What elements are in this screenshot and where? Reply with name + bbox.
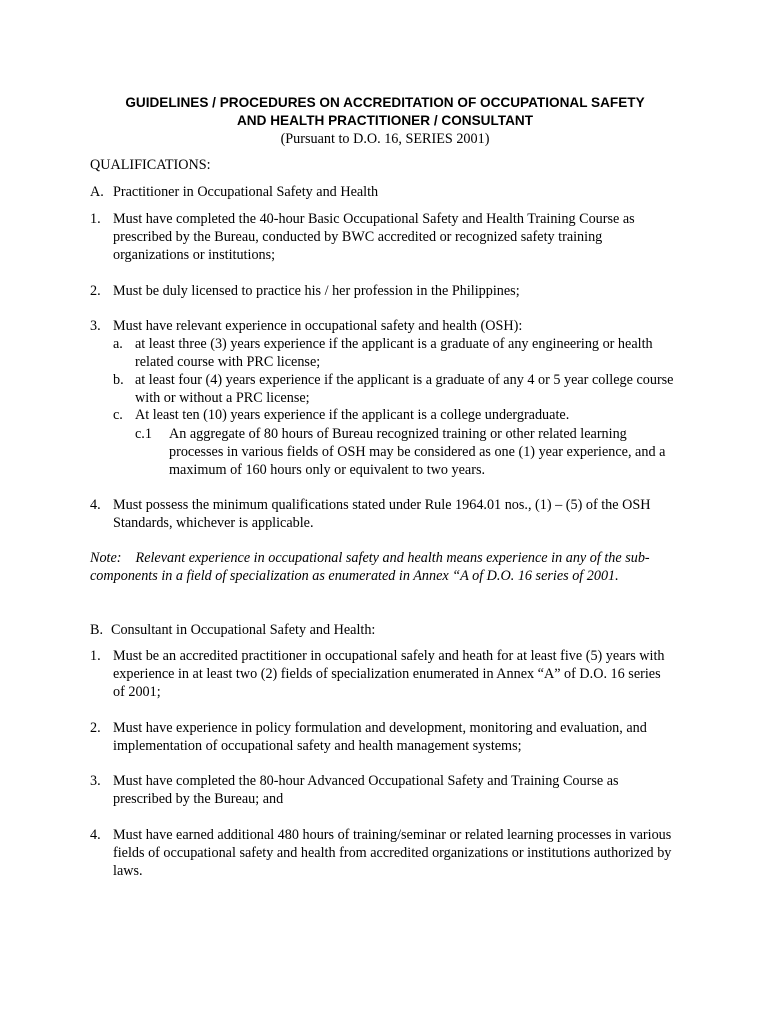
document-subtitle: (Pursuant to D.O. 16, SERIES 2001) (280, 131, 490, 147)
sub-item-b-label: b. (113, 372, 124, 388)
section-b-item-2-number: 2. (90, 720, 101, 736)
sub-item-b-text: at least four (4) years experience if the applicant is a graduate of any 4 or 5 year college course with or without a PRC license; (135, 372, 674, 406)
section-a-item-1-text: Must have completed the 40-hour Basic Occupational Safety and Health Training Course as prescribed by the Bureau, conducted by BWC accredited or recognized safety training organizations or institutions; (113, 211, 635, 263)
sub-item-c-text: At least ten (10) years experience if the applicant is a college undergraduate. (135, 407, 570, 423)
title-line-2: AND HEALTH PRACTITIONER / CONSULTANT (236, 113, 534, 128)
title-line-1: GUIDELINES / PROCEDURES ON ACCREDITATION OF OCCUPATIONAL SAFETY (125, 95, 645, 110)
sub-item-a-label: a. (113, 336, 123, 352)
section-a-label: A. (90, 184, 104, 200)
sub-item-c1-text: An aggregate of 80 hours of Bureau recognized training or other related learning processes in various fields of OSH may be considered as one (1) year experience, and a maximum of 160 hours only or equivalent to two years. (169, 426, 666, 478)
section-a-item-2-text: Must be duly licensed to practice his / her profession in the Philippines; (113, 283, 520, 299)
document-title (90, 94, 680, 130)
section-b-label: B. (90, 622, 104, 638)
note-label: Note: (90, 550, 122, 566)
section-a-item-4-number: 4. (90, 497, 101, 513)
section-b-item-1-number: 1. (90, 648, 101, 664)
section-b-item-4-text: Must have earned additional 480 hours of training/seminar or related learning processes in various fields of occupational safety and health from accredited organizations or institutions authorized by laws. (113, 827, 672, 879)
sub-item-c-label: c. (113, 407, 123, 423)
note-paragraph (90, 549, 670, 585)
section-a-item-3-number: 3. (90, 318, 101, 334)
section-b-item-2-text: Must have experience in policy formulation and development, monitoring and evaluation, and implementation of occupational safety and health management systems; (113, 720, 647, 754)
sub-item-c1-label: c.1 (135, 426, 152, 442)
sub-item-c1-text-first-line (169, 425, 674, 479)
note-text: Relevant experience in occupational safety and health means experience in any of the sub-components in a field of specialization as enumerated in Annex “A of D.O. 16 series of 2001. (90, 550, 650, 584)
section-b-item-3-text: Must have completed the 80-hour Advanced Occupational Safety and Training Course as prescribed by the Bureau; and (113, 773, 619, 807)
section-a-item-3-text: Must have relevant experience in occupational safety and health (OSH): (113, 318, 523, 334)
section-b-item-4-number: 4. (90, 827, 101, 843)
section-a-item-1-number: 1. (90, 211, 101, 227)
qualifications-heading: QUALIFICATIONS: (90, 157, 211, 173)
section-b-heading: Consultant in Occupational Safety and Health: (111, 622, 376, 638)
section-a-heading: Practitioner in Occupational Safety and Health (113, 184, 379, 200)
section-b-item-1-text: Must be an accredited practitioner in occupational safely and heath for at least five (5) years with experience in at least two (2) fields of specialization enumerated in Annex “A” of D.O. 16 series of 2001; (113, 648, 665, 700)
section-b-item-3-number: 3. (90, 773, 101, 789)
sub-item-a-text: at least three (3) years experience if the applicant is a graduate of any engineering or health related course with PRC license; (135, 336, 653, 370)
section-a-item-2-number: 2. (90, 283, 101, 299)
section-a-item-4-text: Must possess the minimum qualifications stated under Rule 1964.01 nos., (1) – (5) of the OSH Standards, whichever is applicable. (113, 497, 651, 531)
